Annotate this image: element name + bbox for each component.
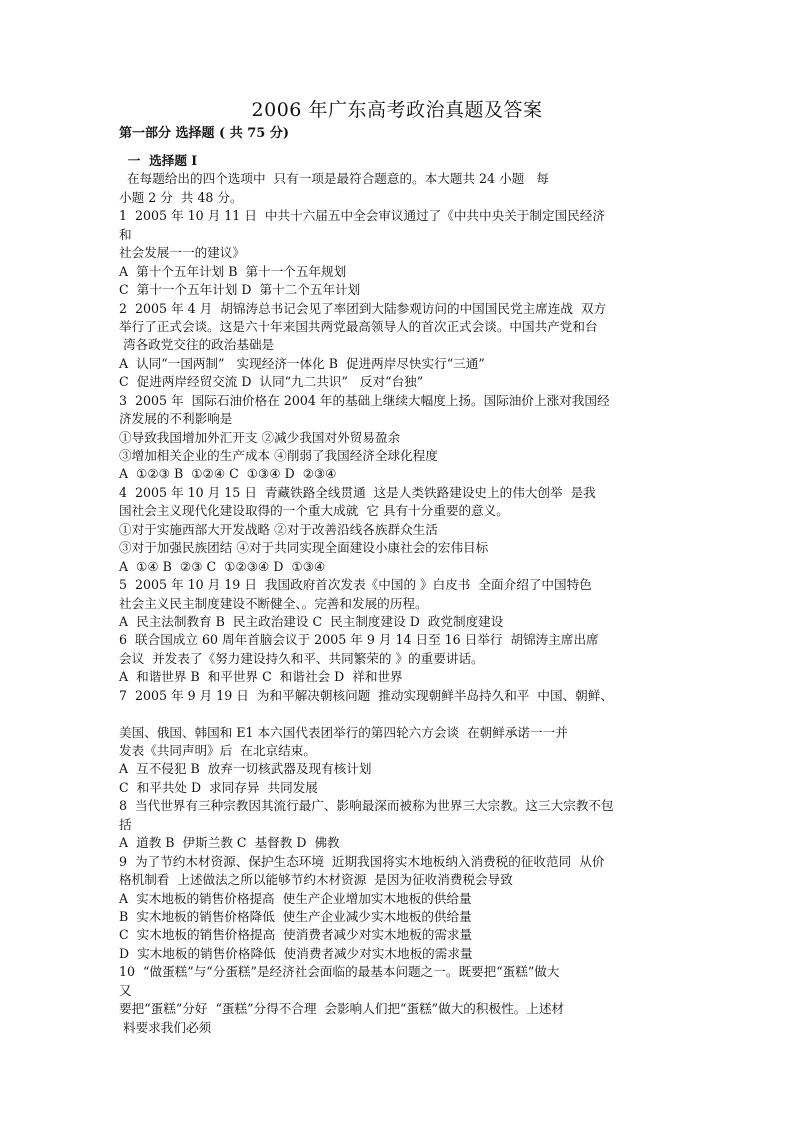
document-title: 2006 年广东高考政治真题及答案 <box>251 99 543 121</box>
text-line: 社会发展一一的建议》 <box>119 245 245 261</box>
text-line: 9 为了节约木材资源、保护生态环境 近期我国将实木地板纳入消费税的征收范同 从价 <box>119 853 605 869</box>
text-line: 湾各政党交往的政治基础是 <box>119 337 275 353</box>
text-line: 发表《共同声明》后 在北京结束。 <box>119 743 316 758</box>
text-line <box>119 705 689 723</box>
text-line: A 民主法制教育 B 民主政治建设 C 民主制度建设 D 政党制度建设 <box>119 613 504 629</box>
text-line: 2 2005 年 4 月 胡锦涛总书记会见了率团到大陆参观访问的中国国民党主席连战 双方 <box>119 300 607 316</box>
text-line: 和 <box>119 226 132 242</box>
text-line: 会议 并发表了《努力建设持久和平、共同繁荣的 》的重要讲话。 <box>119 650 484 666</box>
text-line: 美国、俄国、韩国和 E1 本六国代表团举行的第四轮六方会谈 在朝鲜承诺一一并 <box>119 724 568 740</box>
text-line: 7 2005 年 9 月 19 日 为和平解决朝核问题 推动实现朝鲜半岛持久和平 中国、朝鲜、 <box>119 687 613 703</box>
text-line: ③增加相关企业的生产成本 ④削弱了我国经济全球化程度 <box>119 448 438 463</box>
text-line: A 第十个五年计划 B 第十一个五年规划 <box>119 263 347 279</box>
text-line: A 互不侵犯 B 放弃一切核武器及现有核计划 <box>119 761 372 777</box>
text-line: 社会主义民主制度建设不断健全、。完善和发展的历程。 <box>119 595 428 611</box>
text-line: 1 2005 年 10 月 11 日 中共十六届五中全会审议通过了《中共中央关于制定国民经济 <box>119 208 605 224</box>
text-line: 国社会主义现代化建设取得的一个重大成就 它 具有十分重要的意义。 <box>119 503 509 519</box>
text-line: C 促进两岸经贸交流 D 认同“九二共识” 反对“台独” <box>119 374 424 390</box>
text-line: 济发展的不利影响是 <box>119 411 233 427</box>
text-line: A 实木地板的销售价格提高 使生产企业增加实木地板的供给量 <box>119 890 472 906</box>
text-line: A 道教 B 伊斯兰教 C 基督教 D 佛教 <box>119 835 340 851</box>
text-line: 6 联合国成立 60 周年首脑会议于 2005 年 9 月 14 日至 16 日举行 胡锦涛主席出席 <box>119 632 599 648</box>
text-line: C 和平共处 D 求同存异 共同发展 <box>119 779 318 795</box>
text-line: 5 2005 年 10 月 19 日 我国政府首次发表《中国的 》白皮书 全面介绍了中国特色 <box>119 577 592 593</box>
text-line: A ①②③ B ①②④ C ①③④ D ②③④ <box>119 466 337 482</box>
text-line: 3 2005 年 国际石油价格在 2004 年的基础上继续大幅度上扬。国际油价上涨对我国经 <box>119 392 610 408</box>
text-line: D 实木地板的销售价格降低 使消费者减少对实木地板的需求量 <box>119 945 473 961</box>
text-line: C 第十一个五年计划 D 第十二个五年计划 <box>119 282 361 298</box>
part-heading: 第一部分 选择题 ( 共 75 分) <box>119 126 290 141</box>
text-line: C 实木地板的销售价格提高 使消费者减少对实木地板的需求量 <box>119 927 473 943</box>
text-line: A 和谐世界 B 和平世界 C 和谐社会 D 祥和世界 <box>119 669 403 685</box>
text-line: 10 “做蛋糕”与“分蛋糕”是经济社会面临的最基本问题之一。既要把“蛋糕”做大 <box>119 964 560 980</box>
text-line: ③对于加强民族团结 ④对于共同实现全面建设小康社会的宏伟目标 <box>119 540 489 556</box>
question-body <box>119 152 689 1037</box>
section-heading: 一 选择题 I <box>119 153 198 168</box>
text-line: 括 <box>119 816 132 832</box>
text-line: 在每题给出的四个选项中 只有一项是最符合题意的。本大题共 24 小题 每 <box>119 171 549 187</box>
text-line: 料要求我们必须 <box>119 1019 212 1035</box>
text-line: ①导致我国增加外汇开支 ②减少我国对外贸易盈余 <box>119 429 401 445</box>
text-line: 要把“蛋糕”分好 “蛋糕”分得不合理 会影响人们把“蛋糕”做大的积极性。上述材 <box>119 1001 565 1017</box>
text-line: 4 2005 年 10 月 15 日 青藏铁路全线贯通 这是人类铁路建设史上的伟大创举 是我 <box>119 484 596 500</box>
text-line: 8 当代世界有三种宗教因其流行最广、影响最深而被称为世界三大宗教。这三大宗教不包 <box>119 798 614 814</box>
text-line: 举行了正式会谈。这是六十年来国共两党最高领导人的首次正式会谈。中国共产党和台 <box>119 318 598 334</box>
text-line: 格机制看 上述做法之所以能够节约木材资源 是因为征收消费税会导致 <box>119 872 513 888</box>
text-line: B 实木地板的销售价格降低 使生产企业减少实木地板的供给量 <box>119 908 472 924</box>
text-line: 又 <box>119 982 132 998</box>
text-line: A 认同“一国两制” 实现经济一体化 B 促进两岸尽快实行“三通” <box>119 355 485 371</box>
text-line: ①对于实施西部大开发战略 ②对于改善沿线各族群众生活 <box>119 521 438 537</box>
text-line: A ①④ B ②③ C ①②③④ D ①③④ <box>119 558 326 574</box>
text-line: 小题 2 分 共 48 分。 <box>119 189 243 205</box>
